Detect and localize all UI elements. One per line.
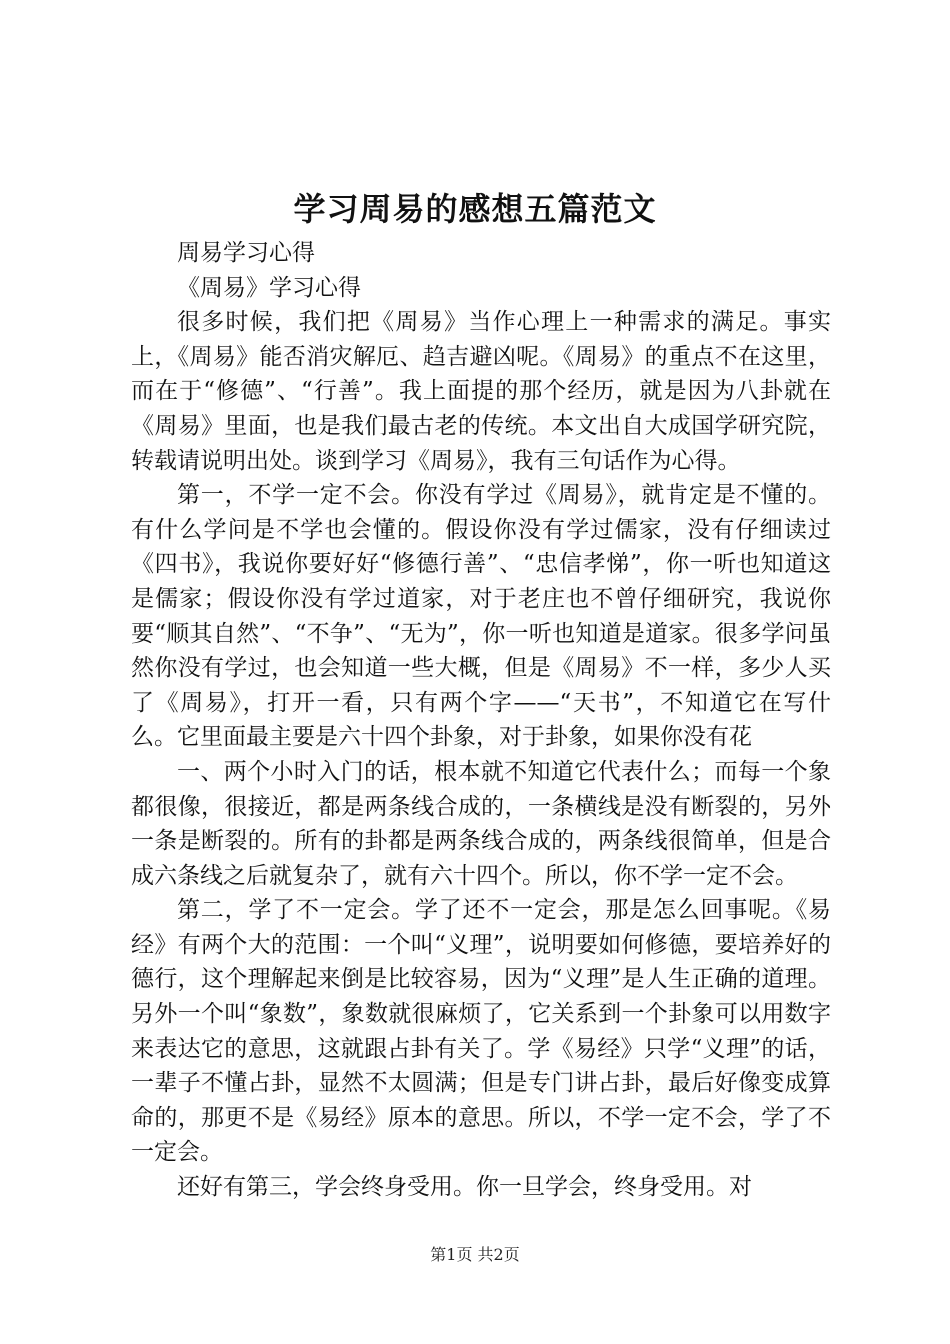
paragraph: 第二，学了不一定会。学了还不一定会，那是怎么回事呢。《易经》有两个大的范围：一个叫“义理”，说明要如何修德，要培养好的德行，这个理解起来倒是比较容易，因为“义理”是人生正确的道理。另外一个叫“象数”，象数就很麻烦了，它关系到一个卦象可以用数字来表达它的意思，这就跟占卦有关了。学《易经》只学“义理”的话，一辈子不懂占卦，显然不太圆满；但是专门讲占卦，最后好像变成算命的，那更不是《易经》原本的意思。所以，不学一定不会，学了不一定会。: [131, 897, 831, 1166]
paragraph: 第一，不学一定不会。你没有学过《周易》，就肯定是不懂的。有什么学问是不学也会懂的。假设你没有学过儒家，没有仔细读过《四书》，我说你要好好“修德行善”、“忠信孝悌”，你一听也知道这是儒家；假设你没有学过道家，对于老庄也不曾仔细研究，我说你要“顺其自然”、“不争”、“无为”，你一听也知道是道家。很多学问虽然你没有学过，也会知道一些大概，但是《周易》不一样，多少人买了《周易》，打开一看，只有两个字——“天书”，不知道它在写什么。它里面最主要是六十四个卦象，对于卦象，如果你没有花: [131, 482, 831, 751]
page-footer: 第1页 共2页: [430, 1245, 520, 1264]
paragraph: 一、两个小时入门的话，根本就不知道它代表什么；而每一个象都很像，很接近，都是两条线合成的，一条横线是没有断裂的，另外一条是断裂的。所有的卦都是两条线合成的，两条线很简单，但是合成六条线之后就复杂了，就有六十四个。所以，你不学一定不会。: [131, 758, 831, 889]
paragraph: 还好有第三，学会终身受用。你一旦学会，终身受用。对: [177, 1174, 752, 1201]
document-body: [131, 236, 831, 1205]
paragraph: 很多时候，我们把《周易》当作心理上一种需求的满足。事实上，《周易》能否消灾解厄、趋吉避凶呢。《周易》的重点不在这里，而在于“修德”、“行善”。我上面提的那个经历，就是因为八卦就在《周易》里面，也是我们最古老的传统。本文出自大成国学研究院，转载请说明出处。谈到学习《周易》，我有三句话作为心得。: [131, 309, 831, 474]
document-title: 学习周易的感想五篇范文: [293, 190, 657, 228]
paragraph: 周易学习心得: [177, 240, 315, 266]
paragraph: 《周易》学习心得: [177, 274, 361, 301]
